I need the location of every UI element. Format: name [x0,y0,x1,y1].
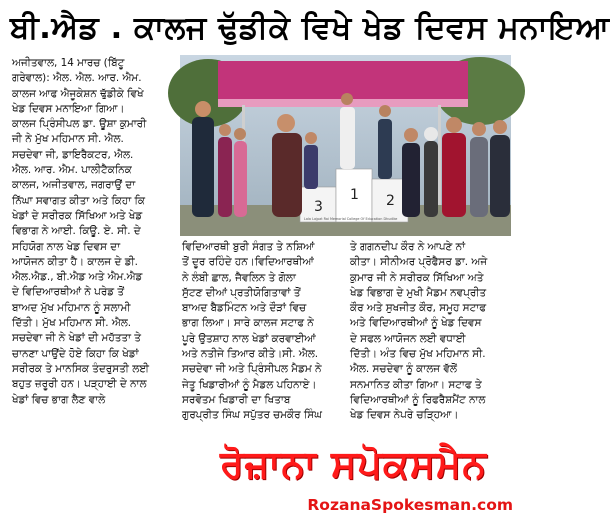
article-line: ਕੀਤਾ। ਸੀਨੀਅਰ ਪ੍ਰੋਫੈਸਰ ਡਾ. ਅਜੇ [350,256,488,269]
article-line: ਸਚਦੇਵਾ ਜੀ ਅਤੇ ਪ੍ਰਿੰਸੀਪਲ ਮੈਡਮ ਨੇ [182,363,322,376]
article-line: ਸਚਦੇਵਾ ਜੀ, ਡਾਇਰੈਕਟਰ, ਐਲ. [12,148,134,161]
article-line: ਖੇਡ ਦਿਵਸ ਨੇਪਰੇ ਚੜ੍ਹਿਆ। [350,409,459,422]
article-line: ਗੁਰਪ੍ਰੀਤ ਸਿੰਘ ਸਪੁੱਤਰ ਚਮਕੌਰ ਸਿੰਘ [182,409,322,422]
podium-number: 1 [350,187,359,203]
article-line: ਅਤੇ ਨਤੀਜੇ ਤਿਆਰ ਕੀਤੇ।ਸੀ. ਐਲ. [182,348,319,361]
article-line: ਸਹਿਯੋਗ ਨਾਲ ਖੇਡ ਦਿਵਸ ਦਾ [12,240,121,253]
article-line: ਆਯੋਜਨ ਕੀਤਾ ਹੈ। ਕਾਲਜ ਦੇ ਡੀ. [12,255,138,268]
article-line: ਚਾਨਣਾ ਪਾਉਂਦੇ ਹੋਏ ਕਿਹਾ ਕਿ ਖੇਡਾਂ [12,347,139,360]
article-line: ਸਚਦੇਵਾ ਜੀ ਨੇ ਖੇਡਾਂ ਦੀ ਮਹੱਤਤਾ ਤੇ [12,332,141,345]
article-line: ਦੇ ਵਿਦਿਆਰਥੀਆਂ ਨੇ ਪਰੇਡ ਤੋਂ [12,286,125,299]
article-line: ਐਲ.ਐਡ., ਬੀ.ਐਡ ਅਤੇ ਐਮ.ਐਡ [12,271,143,284]
newspaper-url: RozanaSpokesman.com [307,496,513,514]
article-line: ਤੋਂ ਦੂਰ ਰਹਿੰਦੇ ਹਨ।ਵਿਦਿਆਰਥੀਆਂ [182,256,314,269]
article-line: ਖੇਡਾਂ ਦੇ ਸਰੀਰਕ ਸਿੱਖਿਆ ਅਤੇ ਖੇਡ [12,209,143,222]
article-line: ਤੇ ਗਗਨਦੀਪ ਕੌਰ ਨੇ ਆਪਣੇ ਨਾਂ [350,241,466,253]
article-line: ਨੇ ਲੰਬੀ ਛਾਲ, ਜੈਵਲਿਨ ਤੇ ਗੋਲਾ [182,271,296,284]
article-headline: ਬੀ.ਐਡ . ਕਾਲਜ ਢੁੱਡੀਕੇ ਵਿਖੇ ਖੇਡ ਦਿਵਸ ਮਨਾਇਆ [10,10,610,46]
article-line: ਕਾਲਜ ਪ੍ਰਿੰਸੀਪਲ ਡਾ. ਊਸ਼ਾ ਕੁਮਾਰੀ [12,118,147,131]
article-line: ਕਾਲਜ, ਅਜੀਤਵਾਲ, ਜਗਰਾਉਂ ਦਾ [12,179,136,192]
article-line: ਭਾਗ ਲਿਆ। ਸਾਰੇ ਕਾਲਜ ਸਟਾਫ ਨੇ [182,317,314,330]
podium-banner-text: Lala Lajpat Rai Memorial College Of Education Dhudike [304,217,398,221]
article-line: ਵਿਦਿਆਰਥੀ ਬੁਰੀ ਸੰਗਤ ਤੇ ਨਸ਼ਿਆਂ [182,241,315,253]
podium-number: 2 [386,193,395,209]
article-line: ਪੂਰੇ ਉਤਸ਼ਾਹ ਨਾਲ ਖੇਡਾਂ ਕਰਵਾਈਆਂ [182,332,316,345]
article-line: ਖੇਡ ਦਿਵਸ ਮਨਾਇਆ ਗਿਆ। [12,102,125,115]
article-column-1 [12,56,174,433]
article-line: ਦਿੱਤੀ। ਅੰਤ ਵਿਚ ਮੁੱਖ ਮਹਿਮਾਨ ਸੀ. [350,348,486,361]
article-line: ਅਜੀਤਵਾਲ, 14 ਮਾਰਚ (ਬਿੱਟੂ [12,57,125,69]
article-line: ਖੇਡਾਂ ਵਿਚ ਭਾਗ ਲੈਣ ਵਾਲੇ [12,393,106,406]
article-line: ਜੀ ਨੇ ਮੁੱਖ ਮਹਿਮਾਨ ਸੀ. ਐਲ. [12,133,124,146]
article-line: ਸਰਵੋਤਮ ਖਿਡਾਰੀ ਦਾ ਖਿਤਾਬ [182,393,291,406]
article-line: ਖੇਡ ਵਿਭਾਗ ਦੇ ਮੁਖੀ ਮੈਡਮ ਨਵਪ੍ਰੀਤ [350,286,487,299]
article-column-3 [350,240,510,432]
article-line: ਕੌਰ ਅਤੇ ਸੁਖਜੀਤ ਕੌਰ, ਸਮੂਹ ਸਟਾਫ [350,302,487,315]
article-line: ਦੇ ਸਫਲ ਆਯੋਜਨ ਲਈ ਵਧਾਈ [350,332,466,345]
event-photo-illustration [180,55,511,236]
article-line: ਐਲ. ਆਰ. ਐਮ. ਪਾਲੀਟੈਕਨਿਕ [12,164,132,177]
podium-number: 3 [314,199,323,215]
article-line: ਬਾਅਦ ਮੁੱਖ ਮਹਿਮਾਨ ਨੂੰ ਸਲਾਮੀ [12,301,131,314]
event-photo [180,55,511,236]
article-line: ਸਰੀਰਕ ਤੇ ਮਾਨਸਿਕ ਤੰਦਰੁਸਤੀ ਲਈ [12,362,149,375]
article-line: ਗਰੇਵਾਲ): ਐਲ. ਐਲ. ਆਰ. ਐਮ. [12,72,142,85]
article-line: ਵਿਭਾਗ ਨੇ ਆਈ. ਕਿਊ. ਏ. ਸੀ. ਦੇ [12,225,141,238]
newspaper-masthead: ਰੋਜ਼ਾਨਾ ਸਪੋਕਸਮੈਨ [220,442,487,486]
article-line: ਸੁੱਟਣ ਦੀਆਂ ਪ੍ਰਤੀਯੋਗਿਤਾਵਾਂ ਤੋਂ [182,286,301,299]
article-line: ਐਲ. ਸਚਦੇਵਾ ਨੂੰ ਕਾਲਜ ਵੱਲੋਂ [350,363,457,376]
article-line: ਨਿੱਘਾ ਸਵਾਗਤ ਕੀਤਾ ਅਤੇ ਕਿਹਾ ਕਿ [12,194,145,207]
article-line: ਦਿੱਤੀ। ਮੁੱਖ ਮਹਿਮਾਨ ਸੀ. ਐਲ. [12,317,132,330]
article-line: ਜੇਤੂ ਖਿਡਾਰੀਆਂ ਨੂੰ ਮੈਡਲ ਪਹਿਨਾਏ। [182,378,317,391]
article-line: ਕਾਲਜ ਆਫ ਐਜੂਕੇਸ਼ਨ ਢੁੱਡੀਕੇ ਵਿਖੇ [12,87,144,100]
article-line: ਵਿਦਿਆਰਥੀਆਂ ਨੂੰ ਰਿਫਰੈਸ਼ਮੈਂਟ ਨਾਲ [350,393,486,406]
article-column-2 [182,240,342,432]
article-line: ਸਨਮਾਨਿਤ ਕੀਤਾ ਗਿਆ। ਸਟਾਫ ਤੇ [350,378,482,391]
article-line: ਬਹੁਤ ਜ਼ਰੂਰੀ ਹਨ। ਪੜ੍ਹਾਈ ਦੇ ਨਾਲ [12,378,147,391]
article-line: ਕੁਮਾਰ ਜੀ ਨੇ ਸਰੀਰਕ ਸਿੱਖਿਆ ਅਤੇ [350,271,484,284]
article-line: ਅਤੇ ਵਿਦਿਆਰਥੀਆਂ ਨੂੰ ਖੇਡ ਦਿਵਸ [350,317,482,330]
article-line: ਬਾਅਦ ਬੈਡਮਿੰਟਨ ਅਤੇ ਦੌੜਾਂ ਵਿਚ [182,302,307,315]
